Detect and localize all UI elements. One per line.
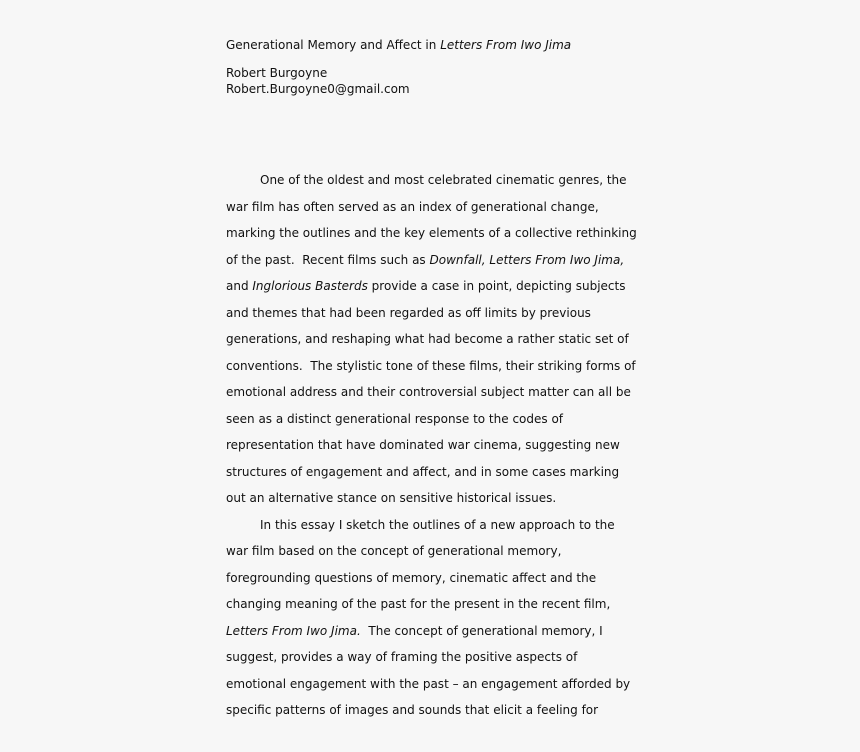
text-segment: structures of engagement and affect, and in some cases marking: [226, 464, 620, 479]
text-segment: changing meaning of the past for the present in the recent film,: [226, 597, 611, 611]
italic-text: Downfall, Letters From Iwo Jima,: [429, 252, 625, 267]
text-segment: and themes that had been regarded as off limits by previous: [226, 305, 591, 320]
text-line: [226, 464, 646, 491]
text-segment: war film based on the concept of generational memory,: [226, 544, 562, 558]
text-segment: and: [226, 279, 253, 293]
text-line: [226, 278, 646, 305]
italic-text: Inglorious Basterds: [252, 279, 368, 293]
text-line: [226, 676, 646, 703]
text-line: [226, 490, 646, 517]
text-line: [226, 172, 646, 199]
text-line: [226, 225, 646, 252]
text-segment: marking the outlines and the key elements of a collective rethinking: [226, 226, 637, 240]
text-line: [226, 305, 646, 332]
text-line: [226, 411, 646, 438]
text-segment: war film has often served as an index of generational change,: [226, 199, 599, 214]
text-segment: One of the oldest and most celebrated cinematic genres, the: [260, 173, 627, 187]
document-body: [226, 172, 646, 729]
text-line: [226, 358, 646, 385]
text-line: [226, 702, 646, 729]
text-segment: suggest, provides a way of framing the positive aspects of: [226, 650, 578, 664]
text-line: [226, 649, 646, 676]
text-segment: In this essay I sketch the outlines of a new approach to the: [260, 517, 615, 532]
text-segment: provide a case in point, depicting subjects: [367, 279, 626, 293]
text-line: [226, 543, 646, 570]
author-email: Robert.Burgoyne0@gmail.com: [226, 82, 410, 96]
text-line: [226, 384, 646, 411]
text-line: [226, 570, 646, 597]
text-line: [226, 517, 646, 544]
text-line: [226, 331, 646, 358]
text-line: [226, 623, 646, 650]
text-segment: specific patterns of images and sounds that elicit a feeling for: [226, 703, 599, 717]
text-line: [226, 252, 646, 279]
text-segment: generations, and reshaping what had become a rather static set of: [226, 332, 629, 346]
text-segment: out an alternative stance on sensitive historical issues.: [226, 491, 557, 505]
author-name: Robert Burgoyne: [226, 66, 328, 80]
text-segment: The concept of generational memory, I: [360, 623, 603, 638]
text-line: [226, 596, 646, 623]
text-line: [226, 199, 646, 226]
text-segment: emotional engagement with the past – an engagement afforded by: [226, 676, 631, 691]
text-line: [226, 437, 646, 464]
title-text: Generational Memory and Affect in: [226, 38, 441, 52]
italic-text: Letters From Iwo Jima.: [226, 623, 361, 638]
text-segment: conventions. The stylistic tone of these films, their striking forms of: [226, 358, 636, 373]
text-segment: of the past. Recent films such as: [226, 252, 430, 267]
document-title: [226, 38, 571, 52]
text-segment: representation that have dominated war cinema, suggesting new: [226, 438, 620, 452]
text-segment: foregrounding questions of memory, cinematic affect and the: [226, 570, 597, 585]
title-film-name: Letters From Iwo Jima: [440, 38, 572, 52]
text-segment: emotional address and their controversial subject matter can all be: [226, 385, 631, 399]
text-segment: seen as a distinct generational response to the codes of: [226, 411, 564, 426]
